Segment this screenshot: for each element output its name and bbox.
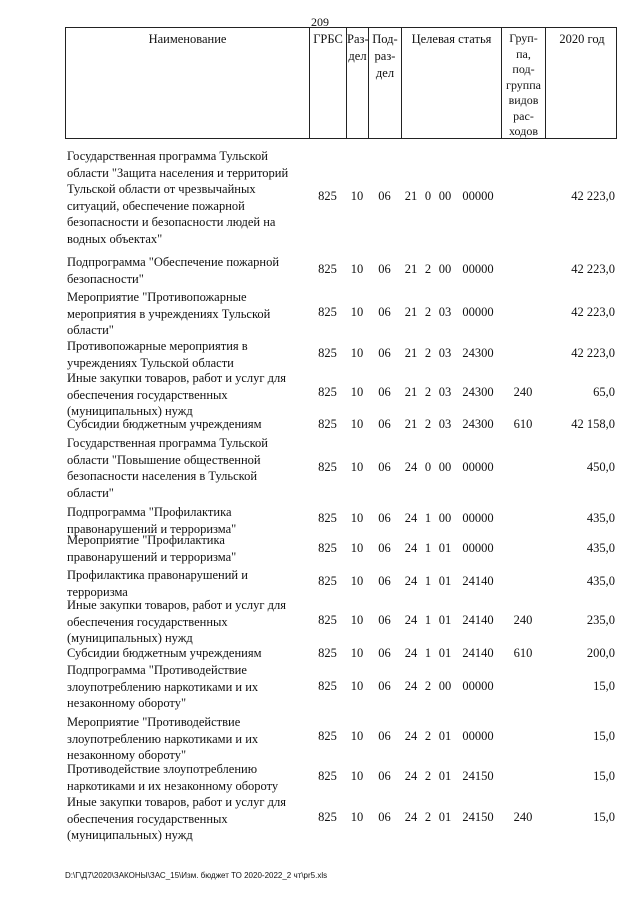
row-pr: 06 bbox=[378, 646, 391, 660]
row-amount: 15,0 bbox=[593, 810, 615, 824]
row-cs2: 2 bbox=[424, 385, 432, 399]
row-cs4: 24150 bbox=[462, 769, 494, 783]
row-name: Иные закупки товаров, работ и услуг для обеспечения государственных (муниципальных) нужд bbox=[67, 371, 287, 418]
row-vr: 240 bbox=[513, 810, 533, 824]
row-cs2: 2 bbox=[424, 262, 432, 276]
row-cs4: 00000 bbox=[462, 189, 494, 203]
row-cs3: 00 bbox=[438, 511, 452, 525]
page-number: 209 bbox=[311, 15, 329, 29]
row-vr: 610 bbox=[513, 417, 533, 431]
row-amount: 42 223,0 bbox=[571, 346, 615, 360]
row-cs2: 2 bbox=[424, 810, 432, 824]
row-grbs: 825 bbox=[318, 679, 337, 693]
table-row bbox=[65, 714, 617, 762]
row-cs2: 2 bbox=[424, 769, 432, 783]
row-name: Мероприятие "Противопожарные мероприятия в учреждениях Тульской области" bbox=[67, 290, 271, 337]
row-cs2: 1 bbox=[424, 574, 432, 588]
row-grbs: 825 bbox=[318, 729, 337, 743]
row-cs2: 1 bbox=[424, 541, 432, 555]
row-grbs: 825 bbox=[318, 262, 337, 276]
row-cs4: 00000 bbox=[462, 679, 494, 693]
row-cs3: 00 bbox=[438, 460, 452, 474]
header-year: 2020 год bbox=[559, 32, 605, 46]
row-cs3: 01 bbox=[438, 729, 452, 743]
row-name: Иные закупки товаров, работ и услуг для обеспечения государственных (муниципальных) нужд bbox=[67, 795, 287, 842]
row-cs3: 03 bbox=[438, 385, 452, 399]
row-name: Противодействие злоупотреблению наркотиками и их незаконному обороту bbox=[67, 762, 279, 793]
row-amount: 42 223,0 bbox=[571, 189, 615, 203]
row-grbs: 825 bbox=[318, 541, 337, 555]
row-cs1: 24 bbox=[404, 646, 418, 660]
row-cs3: 03 bbox=[438, 346, 452, 360]
row-rz: 10 bbox=[350, 385, 364, 399]
row-cs2: 0 bbox=[424, 460, 432, 474]
row-grbs: 825 bbox=[318, 810, 337, 824]
table-row bbox=[65, 662, 617, 712]
table-row bbox=[65, 148, 617, 246]
row-cs2: 2 bbox=[424, 417, 432, 431]
row-pr: 06 bbox=[378, 769, 391, 783]
row-cs4: 00000 bbox=[462, 541, 494, 555]
table-header bbox=[65, 27, 617, 139]
row-rz: 10 bbox=[350, 511, 364, 525]
row-grbs: 825 bbox=[318, 460, 337, 474]
row-amount: 15,0 bbox=[593, 679, 615, 693]
row-cs3: 01 bbox=[438, 769, 452, 783]
row-cs3: 03 bbox=[438, 417, 452, 431]
row-pr: 06 bbox=[378, 810, 391, 824]
row-name: Субсидии бюджетным учреждениям bbox=[67, 646, 262, 660]
row-cs4: 00000 bbox=[462, 305, 494, 319]
row-cs2: 1 bbox=[424, 613, 432, 627]
table-row bbox=[65, 370, 617, 416]
row-amount: 42 223,0 bbox=[571, 305, 615, 319]
file-path-footer: D:\Г\Д7\2020\ЗАКОНЫ\ЗАС_15\Изм. бюджет ТО 2020-2022_2 чт\pr5.xls bbox=[65, 871, 328, 880]
row-pr: 06 bbox=[378, 729, 391, 743]
row-grbs: 825 bbox=[318, 417, 337, 431]
row-cs3: 01 bbox=[438, 541, 452, 555]
row-vr: 610 bbox=[513, 646, 533, 660]
row-rz: 10 bbox=[350, 729, 364, 743]
row-grbs: 825 bbox=[318, 574, 337, 588]
table-row bbox=[65, 504, 617, 534]
row-cs4: 24300 bbox=[462, 417, 494, 431]
row-pr: 06 bbox=[378, 305, 391, 319]
row-cs4: 00000 bbox=[462, 460, 494, 474]
row-name: Мероприятие "Профилактика правонарушений и терроризма" bbox=[67, 533, 237, 564]
row-name: Государственная программа Тульской области "Защита населения и территорий Тульской области от чрезвычайных ситуаций, обеспечение пожарной безопасности и безопасности людей на водных объектах" bbox=[67, 149, 289, 246]
row-cs1: 21 bbox=[404, 262, 418, 276]
row-rz: 10 bbox=[350, 305, 364, 319]
row-rz: 10 bbox=[350, 646, 364, 660]
row-cs3: 00 bbox=[438, 262, 452, 276]
row-name: Иные закупки товаров, работ и услуг для обеспечения государственных (муниципальных) нужд bbox=[67, 598, 287, 645]
row-cs4: 24140 bbox=[462, 646, 494, 660]
row-name: Мероприятие "Противодействие злоупотреблению наркотиками и их незаконному обороту" bbox=[67, 715, 259, 762]
row-pr: 06 bbox=[378, 189, 391, 203]
row-cs2: 1 bbox=[424, 646, 432, 660]
header-podrazdel: Под- раз- дел bbox=[369, 28, 402, 138]
row-name: Подпрограмма "Обеспечение пожарной безопасности" bbox=[67, 255, 280, 286]
row-amount: 435,0 bbox=[586, 541, 615, 555]
row-cs2: 0 bbox=[424, 189, 432, 203]
row-pr: 06 bbox=[378, 511, 391, 525]
row-vr: 240 bbox=[513, 613, 533, 627]
row-grbs: 825 bbox=[318, 613, 337, 627]
table-row bbox=[65, 289, 617, 337]
row-cs3: 00 bbox=[438, 189, 452, 203]
header-group: Груп- па, под- группа видов рас- ходов bbox=[502, 28, 546, 138]
header-razdel: Раз- дел bbox=[347, 28, 369, 138]
row-rz: 10 bbox=[350, 346, 364, 360]
row-grbs: 825 bbox=[318, 646, 337, 660]
row-rz: 10 bbox=[350, 541, 364, 555]
row-amount: 42 158,0 bbox=[571, 417, 615, 431]
row-cs1: 24 bbox=[404, 679, 418, 693]
table-row bbox=[65, 794, 617, 842]
row-amount: 42 223,0 bbox=[571, 262, 615, 276]
row-cs4: 24150 bbox=[462, 810, 494, 824]
row-amount: 15,0 bbox=[593, 769, 615, 783]
row-cs2: 2 bbox=[424, 679, 432, 693]
table-row bbox=[65, 597, 617, 645]
row-cs3: 01 bbox=[438, 646, 452, 660]
row-rz: 10 bbox=[350, 769, 364, 783]
row-name: Профилактика правонарушений и терроризма bbox=[67, 568, 248, 599]
row-amount: 65,0 bbox=[593, 385, 615, 399]
row-cs3: 01 bbox=[438, 574, 452, 588]
row-grbs: 825 bbox=[318, 511, 337, 525]
table-row bbox=[65, 761, 617, 793]
row-name: Противопожарные мероприятия в учреждениях Тульской области bbox=[67, 339, 248, 370]
row-cs1: 21 bbox=[404, 305, 418, 319]
row-pr: 06 bbox=[378, 262, 391, 276]
row-cs2: 2 bbox=[424, 305, 432, 319]
row-rz: 10 bbox=[350, 810, 364, 824]
row-name: Субсидии бюджетным учреждениям bbox=[67, 417, 262, 431]
row-pr: 06 bbox=[378, 613, 391, 627]
row-amount: 435,0 bbox=[586, 574, 615, 588]
row-cs1: 24 bbox=[404, 613, 418, 627]
row-cs4: 24140 bbox=[462, 613, 494, 627]
row-cs1: 24 bbox=[404, 511, 418, 525]
row-cs2: 2 bbox=[424, 346, 432, 360]
row-pr: 06 bbox=[378, 574, 391, 588]
row-cs3: 01 bbox=[438, 810, 452, 824]
row-name: Подпрограмма "Противодействие злоупотреблению наркотиками и их незаконному обороту" bbox=[67, 663, 259, 710]
row-pr: 06 bbox=[378, 460, 391, 474]
header-grbs: ГРБС bbox=[310, 28, 347, 138]
row-pr: 06 bbox=[378, 417, 391, 431]
table-row bbox=[65, 254, 617, 286]
row-rz: 10 bbox=[350, 262, 364, 276]
row-cs1: 21 bbox=[404, 385, 418, 399]
row-name: Подпрограмма "Профилактика правонарушений и терроризма" bbox=[67, 505, 237, 536]
table-row bbox=[65, 645, 617, 662]
row-cs1: 24 bbox=[404, 769, 418, 783]
row-pr: 06 bbox=[378, 679, 391, 693]
row-amount: 450,0 bbox=[586, 460, 615, 474]
row-cs1: 24 bbox=[404, 460, 418, 474]
row-cs1: 24 bbox=[404, 574, 418, 588]
row-cs4: 24300 bbox=[462, 346, 494, 360]
header-name: Наименование bbox=[66, 28, 310, 138]
row-cs1: 21 bbox=[404, 417, 418, 431]
row-amount: 200,0 bbox=[586, 646, 615, 660]
row-rz: 10 bbox=[350, 460, 364, 474]
row-grbs: 825 bbox=[318, 305, 337, 319]
row-cs1: 24 bbox=[404, 810, 418, 824]
row-cs4: 00000 bbox=[462, 511, 494, 525]
row-amount: 15,0 bbox=[593, 729, 615, 743]
row-cs3: 01 bbox=[438, 613, 452, 627]
header-target: Целевая статья bbox=[402, 28, 502, 138]
row-amount: 235,0 bbox=[586, 613, 615, 627]
table-row bbox=[65, 416, 617, 433]
row-cs4: 00000 bbox=[462, 729, 494, 743]
row-grbs: 825 bbox=[318, 346, 337, 360]
row-cs4: 00000 bbox=[462, 262, 494, 276]
row-grbs: 825 bbox=[318, 385, 337, 399]
table-row bbox=[65, 567, 617, 597]
row-cs1: 21 bbox=[404, 346, 418, 360]
row-cs1: 21 bbox=[404, 189, 418, 203]
row-pr: 06 bbox=[378, 541, 391, 555]
row-grbs: 825 bbox=[318, 769, 337, 783]
table-row bbox=[65, 532, 617, 565]
row-cs3: 00 bbox=[438, 679, 452, 693]
row-cs4: 24300 bbox=[462, 385, 494, 399]
row-vr: 240 bbox=[513, 385, 533, 399]
row-pr: 06 bbox=[378, 346, 391, 360]
row-rz: 10 bbox=[350, 189, 364, 203]
row-amount: 435,0 bbox=[586, 511, 615, 525]
row-cs2: 1 bbox=[424, 511, 432, 525]
table-row bbox=[65, 435, 617, 501]
row-rz: 10 bbox=[350, 574, 364, 588]
row-pr: 06 bbox=[378, 385, 391, 399]
row-cs3: 03 bbox=[438, 305, 452, 319]
row-cs1: 24 bbox=[404, 729, 418, 743]
row-cs1: 24 bbox=[404, 541, 418, 555]
row-name: Государственная программа Тульской области "Повышение общественной безопасности населения в Тульской области" bbox=[67, 436, 268, 500]
row-rz: 10 bbox=[350, 417, 364, 431]
table-row bbox=[65, 338, 617, 370]
row-cs4: 24140 bbox=[462, 574, 494, 588]
row-rz: 10 bbox=[350, 679, 364, 693]
row-cs2: 2 bbox=[424, 729, 432, 743]
row-rz: 10 bbox=[350, 613, 364, 627]
row-grbs: 825 bbox=[318, 189, 337, 203]
